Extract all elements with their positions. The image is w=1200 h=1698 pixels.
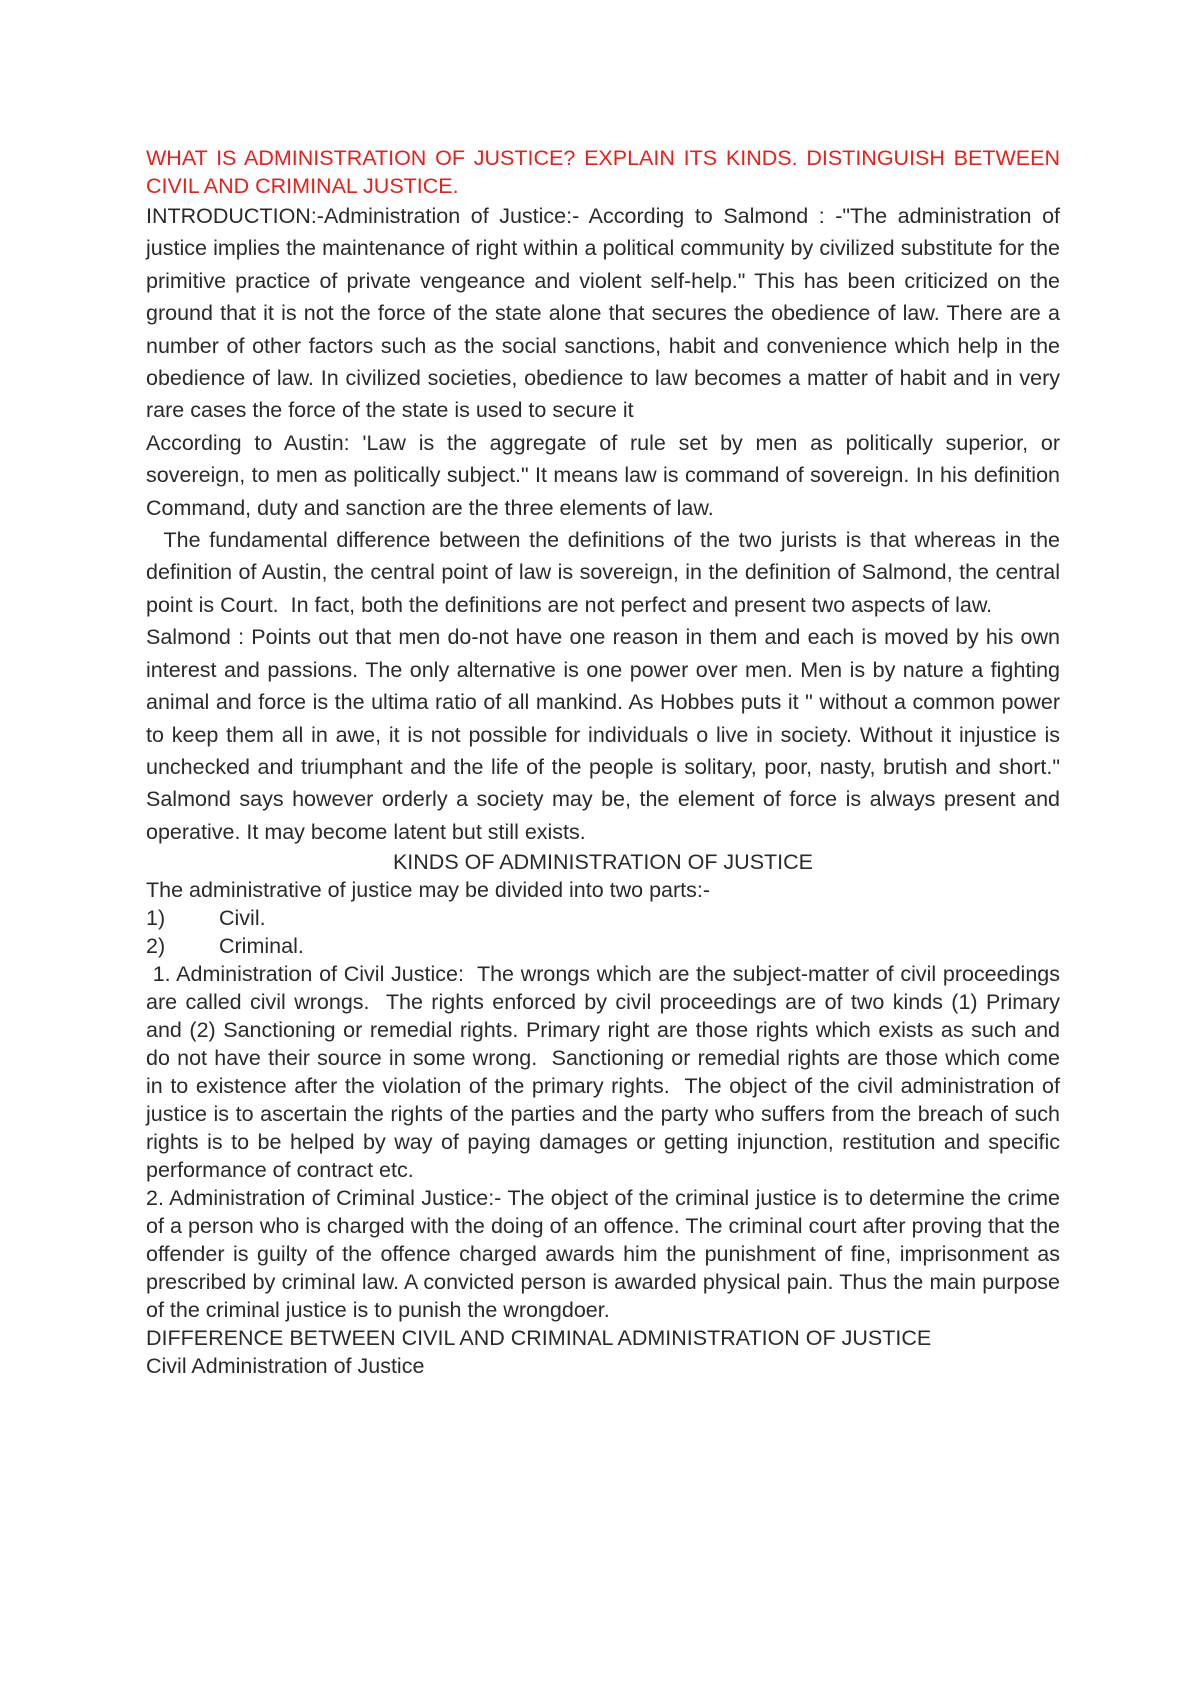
jurists-difference-paragraph: The fundamental difference between the definitions of the two jurists is that whereas in the definition of Austin, the central point of law is sovereign, in the definition of Salmond, the central point is Court. In fact, both the definitions are not perfect and present two aspects of law.: [146, 528, 1066, 617]
civil-justice-paragraph: 1. Administration of Civil Justice: The wrongs which are the subject-matter of civil proceedings are called civil wrongs. The rights enforced by civil proceedings are of two kinds (1) Primary and (2) Sanctioning or remedial rights. Primary right are those rights which exists as such and do not have their source in some wrong. Sanctioning or remedial rights are those which come in to existence after the violation of the primary rights. The object of the civil administration of justice is to ascertain the rights of the parties and the party who suffers from the breach of such rights is to be helped by way of paying damages or getting injunction, restitution and specific performance of contract etc.: [146, 962, 1066, 1183]
austin-paragraph: According to Austin: 'Law is the aggregate of rule set by men as politically superior, or sovereign, to men as politically subject." It means law is command of sovereign. In his definition Command, duty and sanction are the three elements of law.: [146, 430, 1060, 520]
document-title: WHAT IS ADMINISTRATION OF JUSTICE? EXPLAIN ITS KINDS. DISTINGUISH BETWEEN CIVIL AND CRIMINAL JUSTICE.: [146, 146, 1060, 198]
list-item: [146, 932, 1060, 960]
salmond-paragraph: Salmond : Points out that men do-not have one reason in them and each is moved by his own interest and passions. The only alternative is one power over men. Men is by nature a fighting animal and force is the ultima ratio of all mankind. As Hobbes puts it " without a common power to keep them all in awe, it is not possible for individuals o live in society. Without it injustice is unchecked and triumphant and the life of the people is solitary, poor, nasty, brutish and short." Salmond says however orderly a society may be, the element of force is always present and operative. It may become latent but still exists.: [146, 625, 1060, 844]
kinds-intro: The administrative of justice may be divided into two parts:-: [146, 878, 711, 903]
kinds-heading: KINDS OF ADMINISTRATION OF JUSTICE: [392, 850, 814, 875]
difference-heading: DIFFERENCE BETWEEN CIVIL AND CRIMINAL ADMINISTRATION OF JUSTICE: [146, 1326, 932, 1351]
civil-administration-subheading: Civil Administration of Justice: [146, 1354, 425, 1379]
document-page: [146, 144, 1066, 1380]
criminal-justice-paragraph: 2. Administration of Criminal Justice:- The object of the criminal justice is to determine the crime of a person who is charged with the doing of an offence. The criminal court after proving that the offender is guilty of the offence charged awards him the punishment of fine, imprisonment as prescribed by criminal law. A convicted person is awarded physical pain. Thus the main purpose of the criminal justice is to punish the wrongdoer.: [146, 1186, 1060, 1323]
list-item-number: 1): [146, 906, 166, 931]
introduction-paragraph: INTRODUCTION:-Administration of Justice:- According to Salmond : -"The administration of justice implies the maintenance of right within a political community by civilized substitute for the primitive practice of private vengeance and violent self-help." This has been criticized on the ground that it is not the force of the state alone that secures the obedience of law. There are a number of other factors such as the social sanctions, habit and convenience which help in the obedience of law. In civilized societies, obedience to law becomes a matter of habit and in very rare cases the force of the state is used to secure it: [146, 204, 1060, 423]
list-item-label: Civil.: [219, 906, 266, 931]
list-item-label: Criminal.: [219, 934, 304, 959]
list-item: [146, 904, 1060, 932]
list-item-number: 2): [146, 934, 166, 959]
